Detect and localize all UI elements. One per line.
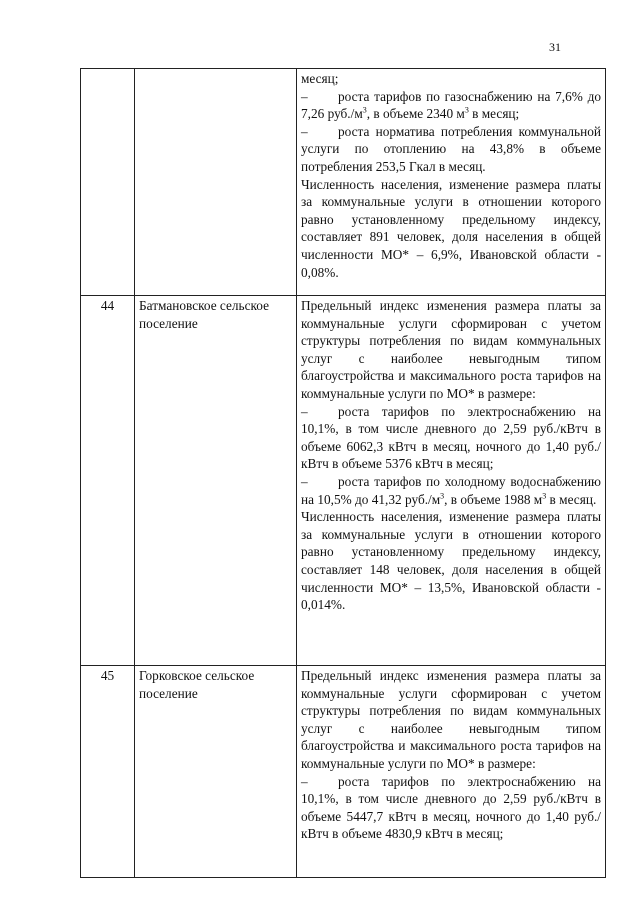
list-item — [301, 473, 601, 508]
dash-bullet: – — [301, 403, 308, 419]
dash-bullet: – — [301, 88, 308, 104]
table-row — [81, 296, 606, 666]
list-item — [301, 123, 601, 176]
table-row — [81, 666, 606, 878]
row-description — [297, 666, 606, 878]
row-number: 45 — [81, 666, 135, 878]
list-item — [301, 773, 601, 843]
list-item — [301, 403, 601, 473]
municipality-name: Батмановское сельское поселение — [135, 296, 297, 666]
dash-bullet: – — [301, 773, 308, 789]
paragraph: Численность населения, изменение размера платы за коммунальные услуги в отношении которого равно установленному предельному индексу, составляет 148 человек, доля населения в общей численности МО* – 13,5%, Ивановской области - 0,014%. — [301, 509, 601, 613]
item-text: роста тарифов по электроснабжению на 10,1%, в том числе дневного до 2,59 руб./кВтч в объеме 6062,3 кВтч в месяц, ночного до 1,40 руб./кВтч в объеме 5376 кВтч в месяц; — [301, 403, 601, 472]
item-text: роста тарифов по газоснабжению на 7,6% до 7,26 руб./м — [301, 88, 601, 122]
item-text: , в объеме 2340 м — [366, 106, 465, 122]
item-text: роста тарифов по электроснабжению на 10,1%, в том числе дневного до 2,59 руб./кВтч в объеме 5447,7 кВтч в месяц, ночного до 1,40 руб./кВтч в объеме 4830,9 кВтч в месяц; — [301, 773, 601, 842]
item-text: роста норматива потребления коммунальной услуги по отоплению на 43,8% в объеме потребления 253,5 Гкал в месяц. — [301, 123, 601, 174]
row-number — [81, 69, 135, 296]
list-item — [301, 88, 601, 123]
superscript-exponent: 3 — [542, 491, 547, 501]
municipal-tariff-table — [80, 68, 606, 878]
item-text: роста тарифов по холодному водоснабжению на 10,5% до 41,32 руб./м — [301, 473, 601, 507]
municipality-name — [135, 69, 297, 296]
dash-bullet: – — [301, 123, 308, 139]
paragraph: месяц; — [301, 71, 339, 86]
superscript-exponent: 3 — [440, 491, 445, 501]
municipality-name: Горковское сельское поселение — [135, 666, 297, 878]
table-row — [81, 69, 606, 296]
row-number: 44 — [81, 296, 135, 666]
paragraph: Предельный индекс изменения размера платы за коммунальные услуги сформирован с учетом структуры потребления по видам коммунальных услуг с наиболее невыгодным типом благоустройства и максимального роста тарифов на коммунальные услуги по МО* в размере: — [301, 298, 601, 401]
item-text: , в объеме 1988 м — [444, 491, 543, 507]
item-text: в месяц; — [468, 106, 520, 122]
paragraph: Предельный индекс изменения размера платы за коммунальные услуги сформирован с учетом структуры потребления по видам коммунальных услуг с наиболее невыгодным типом благоустройства и максимального роста тарифов на коммунальные услуги по МО* в размере: — [301, 668, 601, 771]
superscript-exponent: 3 — [464, 105, 469, 115]
page-number: 31 — [549, 40, 561, 54]
row-description — [297, 296, 606, 666]
item-text: в месяц. — [546, 491, 597, 507]
paragraph: Численность населения, изменение размера платы за коммунальные услуги в отношении которого равно установленному предельному индексу, составляет 891 человек, доля населения в общей численности МО* – 6,9%, Ивановской области - 0,08%. — [301, 176, 601, 280]
row-description — [297, 69, 606, 296]
superscript-exponent: 3 — [362, 105, 367, 115]
dash-bullet: – — [301, 473, 308, 489]
